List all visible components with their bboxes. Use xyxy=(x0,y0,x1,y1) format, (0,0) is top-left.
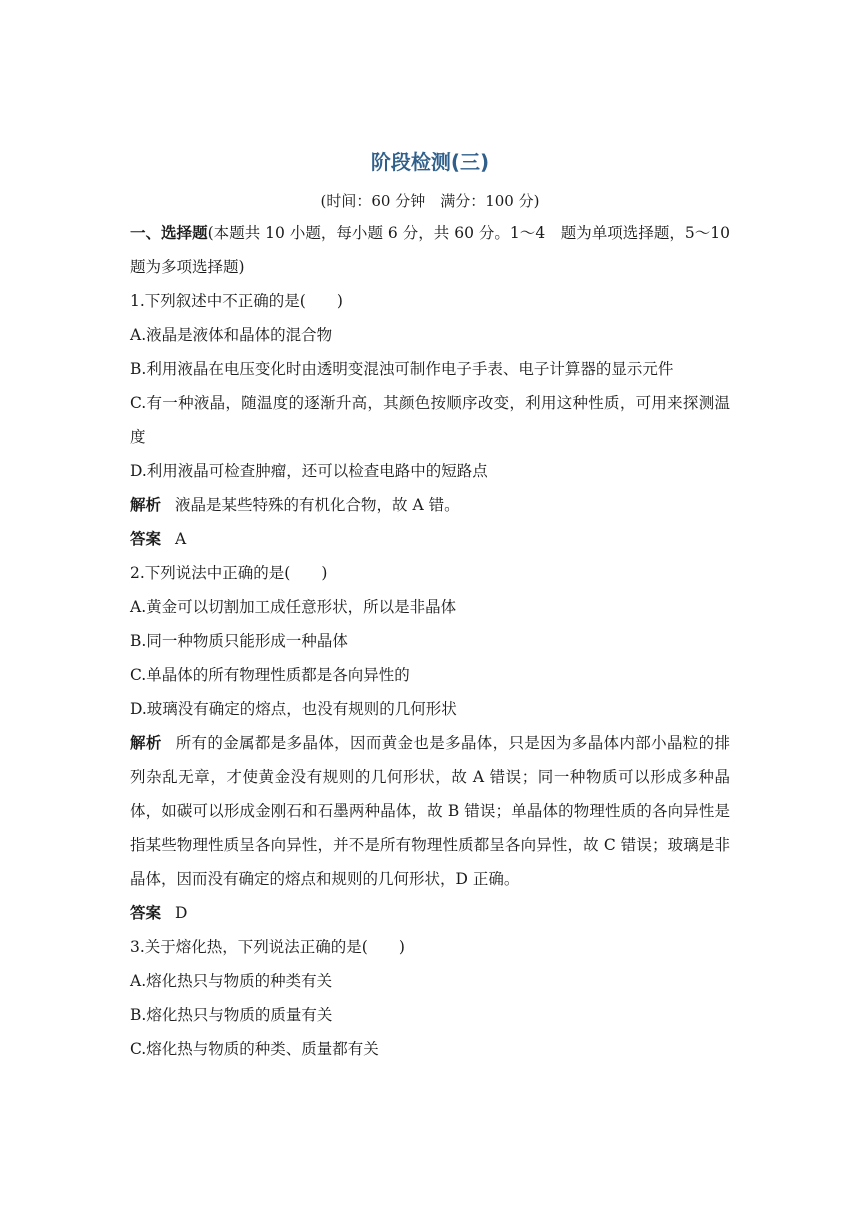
option-c: C.单晶体的所有物理性质都是各向异性的 xyxy=(130,666,410,684)
option-a: A.液晶是液体和晶体的混合物 xyxy=(130,326,333,344)
answer-label: 答案 xyxy=(130,530,162,548)
analysis-text: 所有的金属都是多晶体，因而黄金也是多晶体，只是因为多晶体内部小晶粒的排列杂乱无章，才使黄金没有规则的几何形状，故 A 错误；同一种物质可以形成多种晶体，如碳可以形成金刚石和石墨两种晶体，故 B 错误；单晶体的物理性质的各向异性是指某些物理性质呈各向异性，并不是所有物理性质都呈各向异性，故 C 错误；玻璃是非晶体，因而没有确定的熔点和规则的几何形状，D 正确。 xyxy=(130,734,730,888)
analysis-label: 解析 xyxy=(130,734,162,752)
answer xyxy=(130,522,730,556)
section-description: (本题共 10 小题，每小题 6 分，共 60 分。1～4 题为单项选择题，5～10 题为多项选择题) xyxy=(130,224,730,276)
question-1 xyxy=(130,284,730,556)
option-b: B.同一种物质只能形成一种晶体 xyxy=(130,632,348,650)
option-c: C.有一种液晶，随温度的逐渐升高，其颜色按顺序改变，利用这种性质，可用来探测温度 xyxy=(130,394,730,446)
analysis xyxy=(130,726,730,896)
option-a: A.熔化热只与物质的种类有关 xyxy=(130,972,333,990)
option-b: B.熔化热只与物质的质量有关 xyxy=(130,1006,333,1024)
analysis xyxy=(130,488,730,522)
option-c: C.熔化热与物质的种类、质量都有关 xyxy=(130,1040,379,1058)
section-title: 一、选择题 xyxy=(130,224,208,242)
analysis-text: 液晶是某些特殊的有机化合物，故 A 错。 xyxy=(175,496,460,514)
answer-text: A xyxy=(175,530,187,548)
page-title: 阶段检测(三) xyxy=(370,150,490,174)
section-heading xyxy=(130,216,730,284)
question-stem: 2.下列说法中正确的是( ) xyxy=(130,564,328,582)
answer xyxy=(130,896,730,930)
option-b: B.利用液晶在电压变化时由透明变混浊可制作电子手表、电子计算器的显示元件 xyxy=(130,360,674,378)
question-stem: 3.关于熔化热，下列说法正确的是( ) xyxy=(130,938,405,956)
question-3 xyxy=(130,930,730,1066)
option-d: D.利用液晶可检查肿瘤，还可以检查电路中的短路点 xyxy=(130,462,488,480)
document-page xyxy=(130,148,730,1066)
answer-text: D xyxy=(175,904,188,922)
option-a: A.黄金可以切割加工成任意形状，所以是非晶体 xyxy=(130,598,457,616)
exam-info: (时间：60 分钟 满分：100 分) xyxy=(320,192,540,210)
question-2 xyxy=(130,556,730,930)
analysis-label: 解析 xyxy=(130,496,162,514)
option-d: D.玻璃没有确定的熔点，也没有规则的几何形状 xyxy=(130,700,457,718)
question-stem: 1.下列叙述中不正确的是( ) xyxy=(130,292,343,310)
answer-label: 答案 xyxy=(130,904,162,922)
